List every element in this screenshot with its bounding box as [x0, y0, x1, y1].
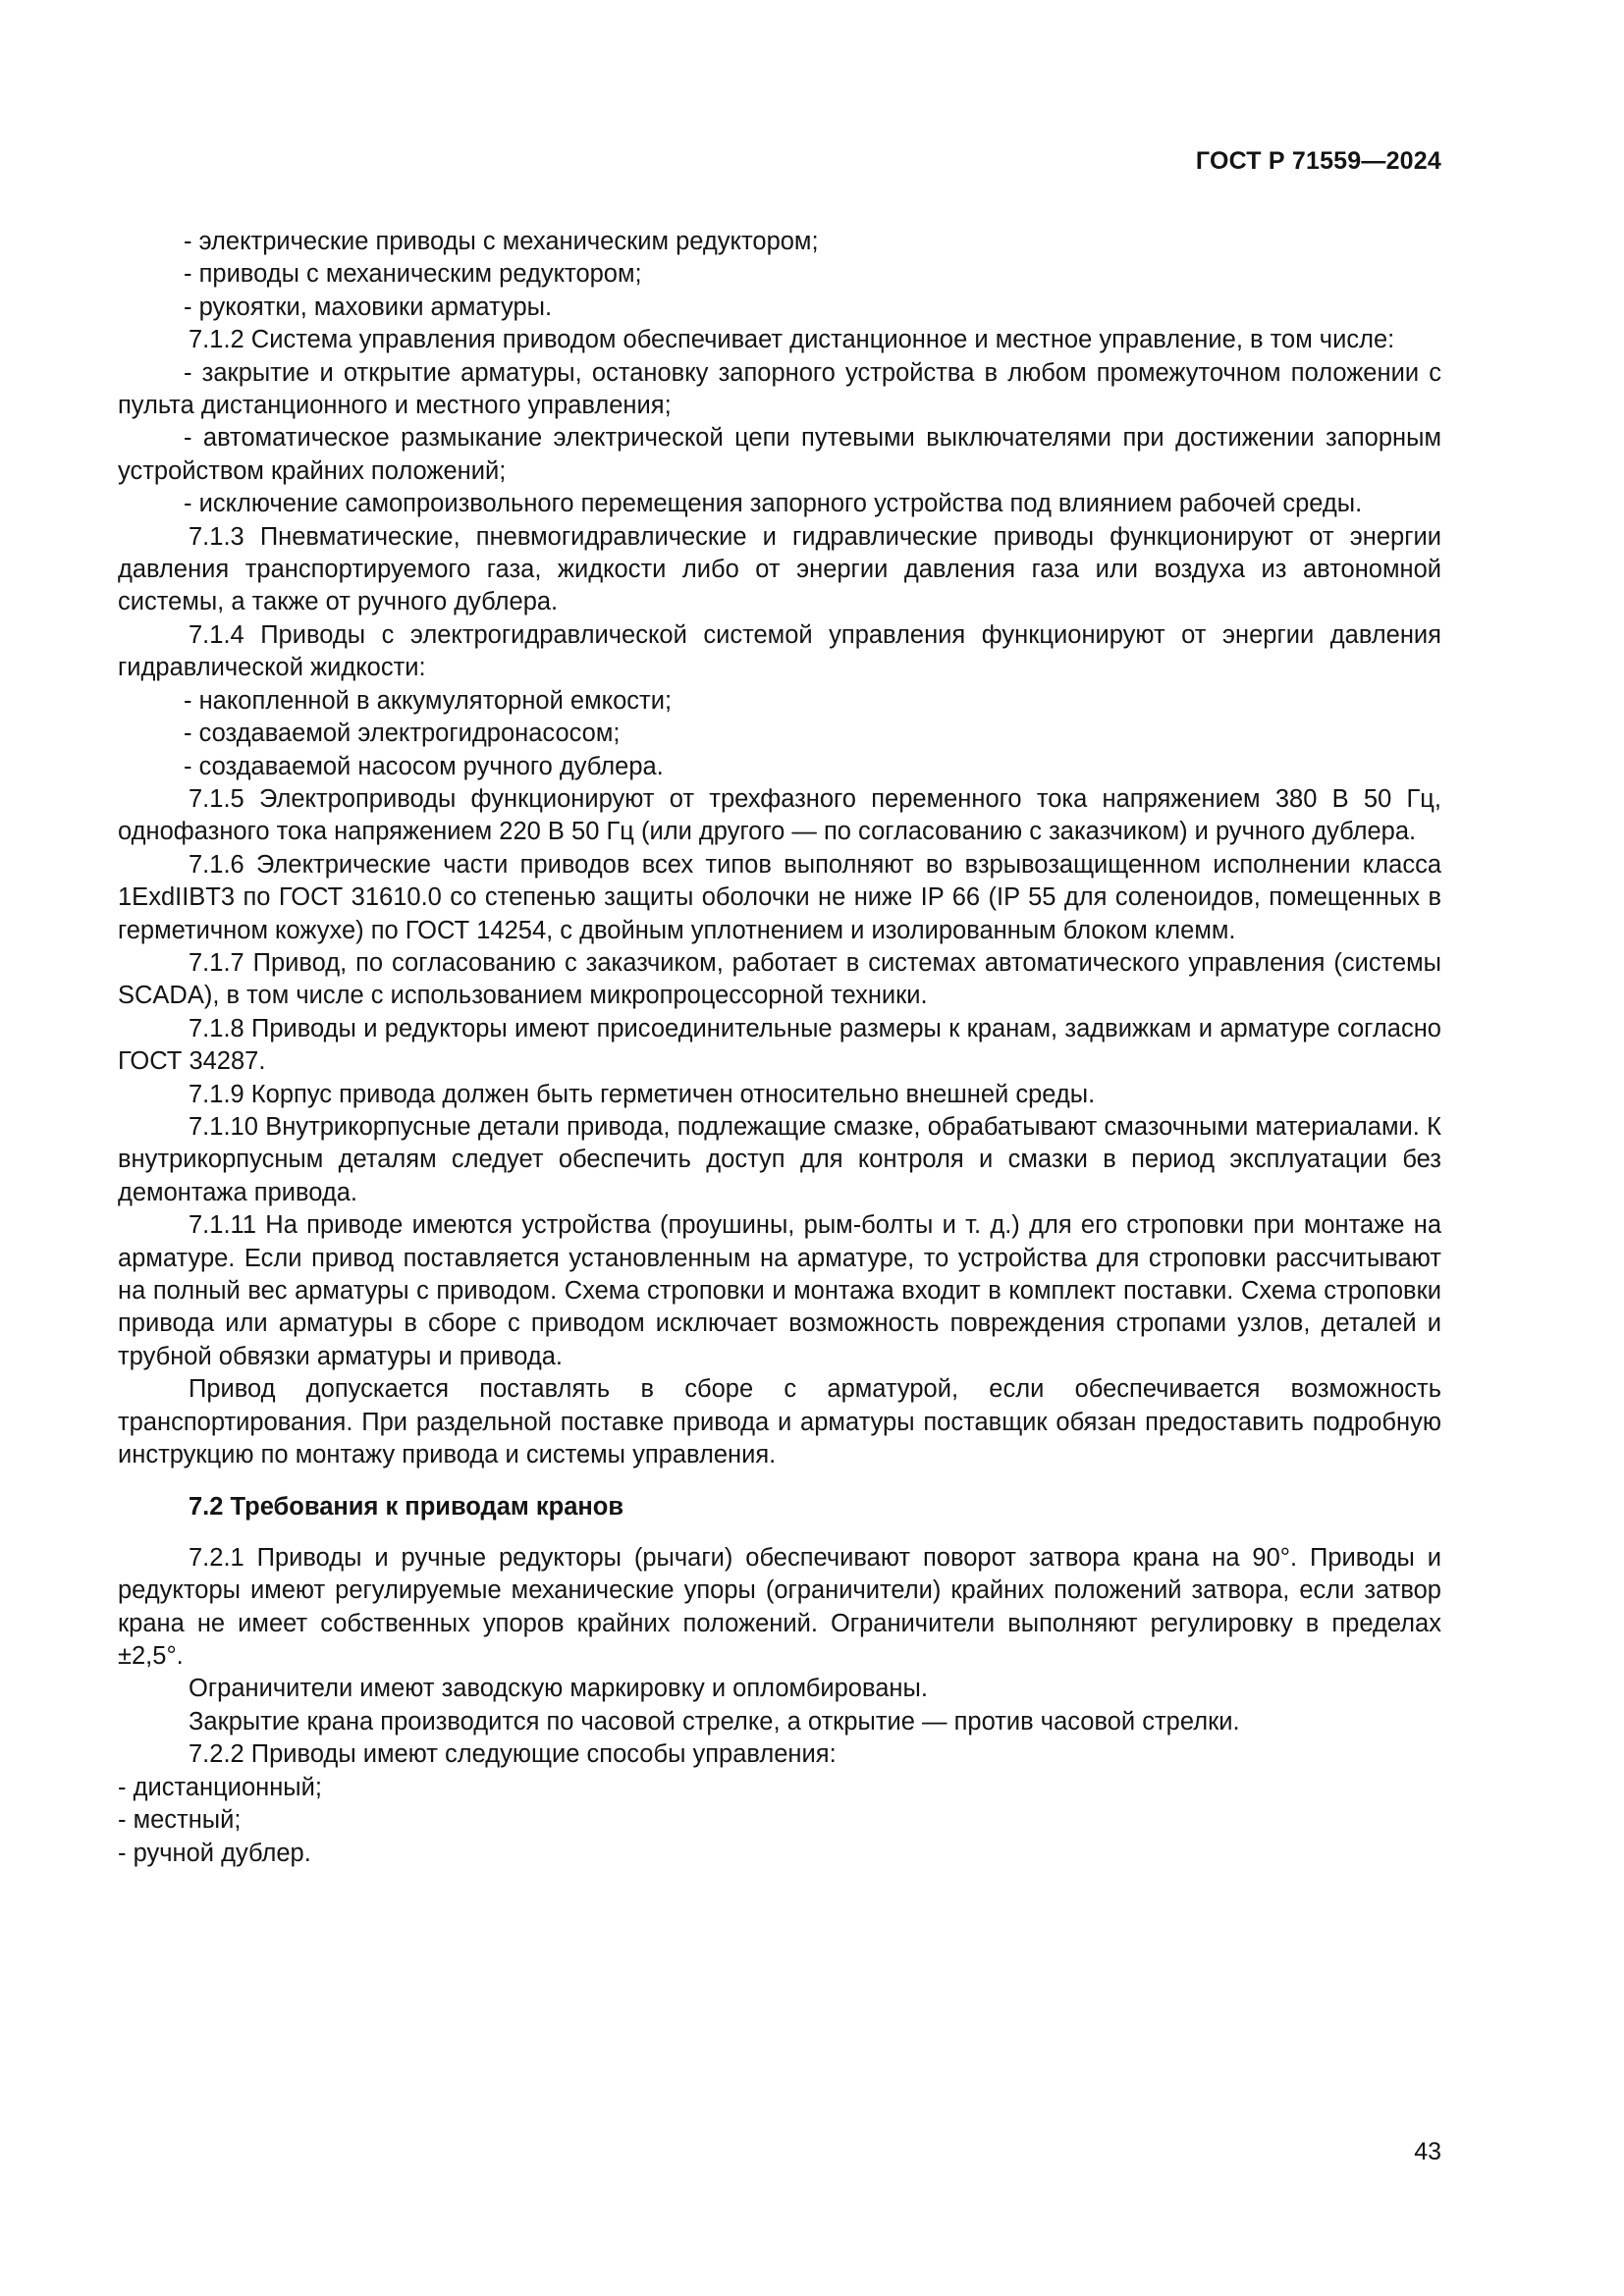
list-item: - исключение самопроизвольного перемещения запорного устройства под влиянием рабочей среды.	[184, 490, 1363, 518]
list-item: - ручной дублер.	[118, 1839, 311, 1867]
list-item: - автоматическое размыкание электрической цепи путевыми выключателями при достижении запорным устройством крайних положений;	[118, 424, 1441, 485]
paragraph-7-1-4: 7.1.4 Приводы с электрогидравлической системой управления функционируют от энергии давления гидравлической жидкости:	[118, 620, 1441, 682]
document-body	[118, 226, 1441, 1870]
paragraph-closing: Закрытие крана производится по часовой стрелке, а открытие — против часовой стрелки.	[189, 1707, 1240, 1735]
section-heading-7-2: 7.2 Требования к приводам кранов	[189, 1493, 624, 1522]
list-item: - накопленной в аккумуляторной емкости;	[184, 686, 673, 715]
page-number: 43	[1414, 2138, 1441, 2165]
document-header: ГОСТ Р 71559—2024	[1195, 147, 1441, 175]
paragraph-7-1-10: 7.1.10 Внутрикорпусные детали привода, подлежащие смазке, обрабатывают смазочными материалами. К внутрикорпусным деталям следует обеспечить доступ для контроля и смазки в период эксплуатации без демонтажа привода.	[118, 1112, 1441, 1206]
list-item: - рукоятки, маховики арматуры.	[184, 293, 553, 321]
paragraph-7-1-5: 7.1.5 Электроприводы функционируют от трехфазного переменного тока напряжением 380 В 50 Гц, однофазного тока напряжением 220 В 50 Гц (или другого — по согласованию с заказчиком) и ручного дублера.	[118, 784, 1441, 846]
paragraph-delivery: Привод допускается поставлять в сборе с арматурой, если обеспечивается возможность транспортирования. При раздельной поставке привода и арматуры поставщик обязан предоставить подробную инструкцию по монтажу привода и системы управления.	[118, 1375, 1441, 1469]
paragraph-7-1-8: 7.1.8 Приводы и редукторы имеют присоединительные размеры к кранам, задвижкам и арматуре согласно ГОСТ 34287.	[118, 1014, 1441, 1076]
list-item: - электрические приводы с механическим редуктором;	[184, 228, 819, 255]
list-item: - создаваемой электрогидронасосом;	[184, 720, 621, 748]
paragraph-7-1-6: 7.1.6 Электрические части приводов всех типов выполняют во взрывозащищенном исполнении класса 1ExdIIBT3 по ГОСТ 31610.0 со степенью защиты оболочки не ниже IP 66 (IP 55 для соленоидов, помещенных в герметичном кожухе) по ГОСТ 14254, с двойным уплотнением и изолированным блоком клемм.	[118, 850, 1441, 944]
paragraph-7-1-11: 7.1.11 На приводе имеются устройства (проушины, рым-болты и т. д.) для его строповки при монтаже на арматуре. Если привод поставляется установленным на арматуре, то устройства для строповки рассчитывают на полный вес арматуры с приводом. Схема строповки и монтажа входит в комплект поставки. Схема строповки привода или арматуры в сборе с приводом исключает возможность повреждения стропами узлов, деталей и трубной обвязки арматуры и привода.	[118, 1211, 1441, 1370]
paragraph-7-1-7: 7.1.7 Привод, по согласованию с заказчиком, работает в системах автоматического управления (системы SCADA), в том числе с использованием микропроцессорной техники.	[118, 948, 1441, 1010]
paragraph-7-1-2: 7.1.2 Система управления приводом обеспечивает дистанционное и местное управление, в том числе:	[189, 326, 1395, 354]
list-item: - местный;	[118, 1806, 242, 1835]
list-item: - дистанционный;	[118, 1773, 322, 1801]
paragraph-7-1-9: 7.1.9 Корпус привода должен быть герметичен относительно внешней среды.	[189, 1080, 1096, 1108]
list-item: - закрытие и открытие арматуры, остановку запорного устройства в любом промежуточном положении с пульта дистанционного и местного управления;	[118, 358, 1441, 420]
paragraph-7-2-1: 7.2.1 Приводы и ручные редукторы (рычаги) обеспечивают поворот затвора крана на 90°. Приводы и редукторы имеют регулируемые механические упоры (ограничители) крайних положений затвора, если затвор крана не имеет собственных упоров крайних положений. Ограничители выполняют регулировку в пределах ±2,5°.	[118, 1543, 1441, 1671]
paragraph-7-2-2: 7.2.2 Приводы имеют следующие способы управления:	[189, 1740, 837, 1769]
list-item: - приводы с механическим редуктором;	[184, 260, 642, 289]
paragraph-7-1-3: 7.1.3 Пневматические, пневмогидравлические и гидравлические приводы функционируют от энергии давления транспортируемого газа, жидкости либо от энергии давления газа или воздуха из автономной системы, а также от ручного дублера.	[118, 522, 1441, 616]
paragraph-limiters: Ограничители имеют заводскую маркировку и опломбированы.	[189, 1675, 928, 1703]
list-item: - создаваемой насосом ручного дублера.	[184, 752, 664, 780]
